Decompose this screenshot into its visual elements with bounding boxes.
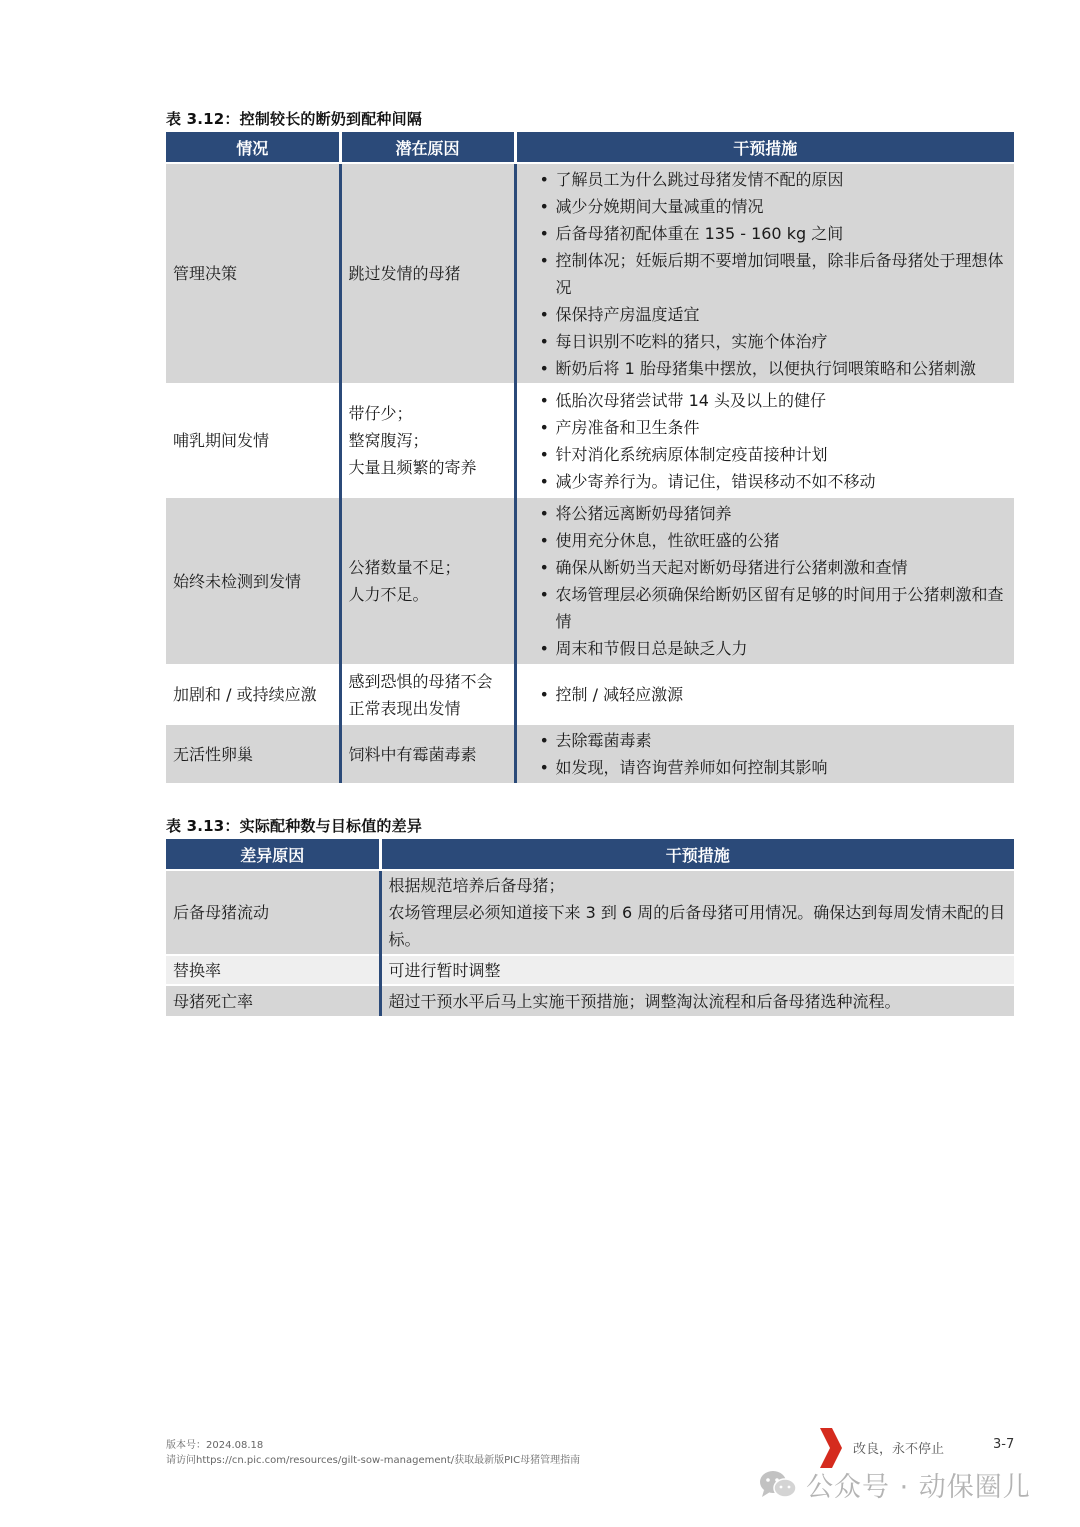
table1-caption: 表 3.12：控制较长的断奶到配种间隔: [166, 110, 423, 128]
table-row: [166, 163, 1014, 384]
measure-line: 农场管理层必须知道接下来 3 到 6 周的后备母猪可用情况。确保达到每周发情未配的目标。: [388, 903, 1006, 949]
table-row: [166, 985, 1014, 1016]
header-measures: 干预措施: [515, 132, 1014, 163]
table-row: [166, 497, 1014, 665]
table-service-target-deviation: [166, 839, 1014, 1016]
table-row: [166, 665, 1014, 724]
measure-item: • 确保从断奶当天起对断奶母猪进行公猪刺激和查情: [556, 554, 1008, 581]
measures-cell: [515, 163, 1014, 384]
measure-item: • 断奶后将 1 胎母猪集中摆放，以便执行饲喂策略和公猪刺激: [556, 355, 1008, 382]
table-row: [166, 724, 1014, 783]
measure-item: • 后备母猪初配体重在 135 - 160 kg 之间: [556, 220, 1008, 247]
wechat-icon: [758, 1469, 798, 1501]
measure-item: • 了解员工为什么跳过母猪发情不配的原因: [556, 166, 1008, 193]
measure-line: 超过干预水平后马上实施干预措施；调整淘汰流程和后备母猪选种流程。: [388, 991, 901, 1011]
header-reason: 差异原因: [166, 839, 380, 870]
table-row: [166, 870, 1014, 955]
cause-line: 跳过发情的母猪: [348, 264, 461, 283]
measure-item: • 如发现，请咨询营养师如何控制其影响: [556, 754, 1008, 781]
measure-item: • 保保持产房温度适宜: [556, 301, 1008, 328]
cause-cell: [340, 163, 515, 384]
measures-cell: [515, 665, 1014, 724]
measures-cell: [515, 384, 1014, 497]
measures-cell: [515, 724, 1014, 783]
measures-cell: [515, 497, 1014, 665]
measure-item: • 农场管理层必须确保给断奶区留有足够的时间用于公猪刺激和查情: [556, 581, 1008, 635]
cause-line: 公猪数量不足；: [348, 558, 461, 577]
measure-item: • 每日识别不吃料的猪只，实施个体治疗: [556, 328, 1008, 355]
measures-cell: [380, 870, 1014, 955]
cause-line: 大量且频繁的寄养: [348, 458, 477, 477]
measure-item: • 控制 / 减轻应激源: [556, 681, 1008, 708]
measure-item: • 去除霉菌毒素: [556, 727, 1008, 754]
measures-cell: [380, 955, 1014, 985]
measure-line: 根据规范培养后备母猪；: [388, 876, 565, 895]
table2-caption: 表 3.13：实际配种数与目标值的差异: [166, 817, 423, 835]
pic-logo-chevron-icon: [818, 1428, 844, 1468]
measure-item: • 使用充分休息，性欲旺盛的公猪: [556, 527, 1008, 554]
measure-item: • 低胎次母猪尝试带 14 头及以上的健仔: [556, 387, 1008, 414]
cause-line: 人力不足。: [348, 585, 429, 604]
cause-cell: [340, 724, 515, 783]
watermark: [758, 1465, 1031, 1504]
measure-item: • 周末和节假日总是缺乏人力: [556, 635, 1008, 662]
cause-cell: [340, 384, 515, 497]
header-measures: 干预措施: [380, 839, 1014, 870]
cause-line: 正常表现出发情: [348, 698, 461, 718]
situation-cell: 加剧和 / 或持续应激: [166, 665, 340, 724]
measure-item: • 针对消化系统病原体制定疫苗接种计划: [556, 441, 1008, 468]
situation-cell: 管理决策: [166, 163, 340, 384]
cause-line: 感到恐惧的母猪不会: [348, 671, 493, 691]
slogan: 改良，永不停止: [853, 1442, 945, 1457]
version-label: 版本号：2024.08.18: [166, 1440, 264, 1451]
header-cause: 潜在原因: [340, 132, 515, 163]
measure-item: • 将公猪远离断奶母猪饲养: [556, 500, 1008, 527]
page-number: 3-7: [993, 1437, 1015, 1452]
table-wean-to-service: [166, 132, 1014, 783]
reason-cell: 后备母猪流动: [166, 870, 380, 955]
reason-cell: 母猪死亡率: [166, 985, 380, 1016]
cause-line: 带仔少；: [348, 404, 413, 423]
header-situation: 情况: [166, 132, 340, 163]
situation-cell: 哺乳期间发情: [166, 384, 340, 497]
measure-item: • 减少寄养行为。请记住，错误移动不如不移动: [556, 468, 1008, 495]
cause-line: 整窝腹泻；: [348, 431, 429, 450]
situation-cell: 始终未检测到发情: [166, 497, 340, 665]
cause-cell: [340, 497, 515, 665]
table-row: [166, 384, 1014, 497]
measures-cell: [380, 985, 1014, 1016]
visit-link-text: 请访问https://cn.pic.com/resources/gilt-sow-management/获取最新版PIC母猪管理指南: [166, 1455, 581, 1466]
measure-item: • 产房准备和卫生条件: [556, 414, 1008, 441]
measure-line: 可进行暂时调整: [388, 960, 501, 980]
watermark-text: 公众号 · 动保圈儿: [806, 1472, 1031, 1503]
measure-item: • 控制体况；妊娠后期不要增加饲喂量，除非后备母猪处于理想体况: [556, 247, 1008, 301]
table-row: [166, 955, 1014, 985]
cause-line: 饲料中有霉菌毒素: [348, 744, 477, 764]
measure-item: • 减少分娩期间大量减重的情况: [556, 193, 1008, 220]
situation-cell: 无活性卵巢: [166, 724, 340, 783]
reason-cell: 替换率: [166, 955, 380, 985]
cause-cell: [340, 665, 515, 724]
